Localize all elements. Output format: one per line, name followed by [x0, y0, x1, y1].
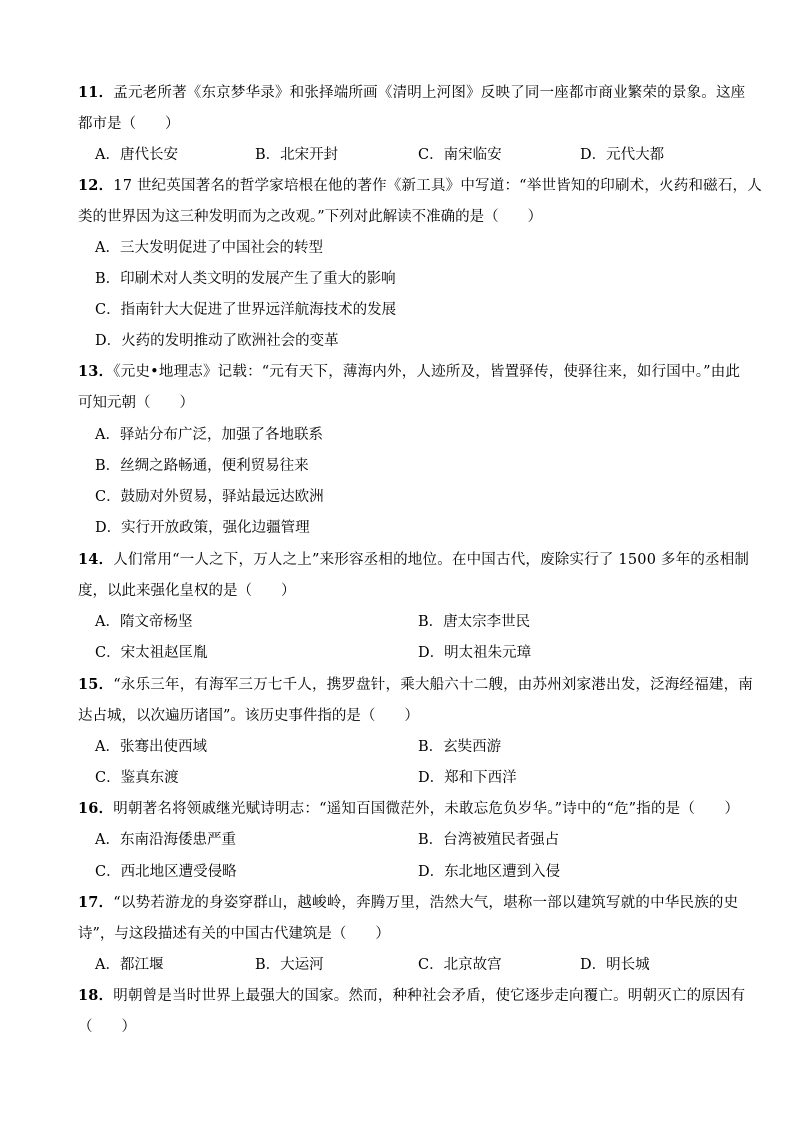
question-11-option-b[interactable]: B．北宋开封 [255, 147, 339, 163]
question-15-stem: 15．“永乐三年，有海军三万七千人，携罗盘针，乘大船六十二艘，由苏州刘家港出发，泛海经福建，南 [78, 676, 753, 693]
question-12-stem-cont: 类的世界因为这三种发明而为之改观。”下列对此解读不准确的是（ ） [78, 209, 543, 225]
question-11-stem-cont: 都市是（ ） [78, 116, 180, 132]
question-16-option-b[interactable]: B．台湾被殖民者强占 [418, 832, 560, 848]
question-number: 13． [78, 363, 114, 380]
question-number: 16． [78, 800, 114, 817]
question-12-option-a[interactable]: A．三大发明促进了中国社会的转型 [95, 240, 323, 256]
question-17-stem-cont: 诗”，与这段描述有关的中国古代建筑是（ ） [78, 926, 390, 942]
question-12-option-d[interactable]: D．火药的发明推动了欧洲社会的变革 [95, 333, 339, 349]
question-17-option-a[interactable]: A．都江堰 [95, 957, 164, 973]
question-14-option-c[interactable]: C．宋太祖赵匡胤 [95, 645, 208, 661]
question-17-option-b[interactable]: B．大运河 [255, 957, 324, 973]
question-13-option-d[interactable]: D．实行开放政策，强化边疆管理 [95, 520, 310, 536]
question-15-option-b[interactable]: B．玄奘西游 [418, 739, 502, 755]
question-12-stem: 12．17 世纪英国著名的哲学家培根在他的著作《新工具》中写道：“举世皆知的印刷术，火药和磁石，人 [78, 177, 762, 194]
question-12-option-c[interactable]: C．指南针大大促进了世界远洋航海技术的发展 [95, 302, 397, 318]
question-13-option-a[interactable]: A．驿站分布广泛，加强了各地联系 [95, 427, 323, 443]
question-11-option-d[interactable]: D．元代大都 [580, 147, 665, 163]
question-12-option-b[interactable]: B．印刷术对人类文明的发展产生了重大的影响 [95, 271, 396, 287]
question-18-stem-cont: （ ） [78, 1019, 136, 1035]
question-17-stem: 17．“以势若游龙的身姿穿群山，越峻岭，奔腾万里，浩然大气，堪称一部以建筑写就的中华民族的史 [78, 894, 739, 911]
question-16-option-a[interactable]: A．东南沿海倭患严重 [95, 832, 236, 848]
question-11-stem: 11．孟元老所著《东京梦华录》和张择端所画《清明上河图》反映了同一座都市商业繁荣的景象。这座 [78, 84, 746, 101]
question-17-option-c[interactable]: C．北京故宫 [418, 957, 502, 973]
question-15-option-a[interactable]: A．张骞出使西域 [95, 739, 207, 755]
question-number: 18． [78, 987, 114, 1004]
question-number: 14． [78, 551, 114, 568]
question-13-stem: 13．《元史•地理志》记载：“元有天下，薄海内外，人迹所及，皆置驿传，使驿往来，如行国中。”由此 [78, 363, 741, 380]
question-14-option-b[interactable]: B．唐太宗李世民 [418, 614, 531, 630]
question-14-stem: 14．人们常用“一人之下，万人之上”来形容丞相的地位。在中国古代，废除实行了 1500 多年的丞相制 [78, 551, 750, 568]
question-13-option-c[interactable]: C．鼓励对外贸易，驿站最远达欧洲 [95, 489, 324, 505]
question-17-option-d[interactable]: D．明长城 [580, 957, 650, 973]
question-11-option-a[interactable]: A．唐代长安 [95, 147, 178, 163]
question-14-stem-cont: 度，以此来强化皇权的是（ ） [78, 583, 296, 599]
question-number: 12． [78, 177, 114, 194]
question-16-option-d[interactable]: D．东北地区遭到入侵 [418, 864, 561, 880]
question-15-stem-cont: 达占城，以次遍历诸国”。该历史事件指的是（ ） [78, 708, 419, 724]
question-14-option-d[interactable]: D．明太祖朱元璋 [418, 645, 532, 661]
question-14-option-a[interactable]: A．隋文帝杨坚 [95, 614, 193, 630]
question-number: 17． [78, 894, 114, 911]
question-13-option-b[interactable]: B．丝绸之路畅通，便利贸易往来 [95, 458, 309, 474]
question-11-option-c[interactable]: C．南宋临安 [418, 147, 502, 163]
question-13-stem-cont: 可知元朝（ ） [78, 395, 194, 411]
question-18-stem: 18．明朝曾是当时世界上最强大的国家。然而，种种社会矛盾，使它逐步走向覆亡。明朝灭亡的原因有 [78, 987, 746, 1004]
question-15-option-d[interactable]: D．郑和下西洋 [418, 770, 517, 786]
question-number: 11． [78, 84, 114, 101]
question-16-option-c[interactable]: C．西北地区遭受侵略 [95, 864, 237, 880]
question-16-stem: 16．明朝著名将领戚继光赋诗明志：“遥知百国微茫外，未敢忘危负岁华。”诗中的“危”指的是（ ） [78, 800, 740, 817]
question-number: 15． [78, 676, 114, 693]
question-15-option-c[interactable]: C．鉴真东渡 [95, 770, 179, 786]
